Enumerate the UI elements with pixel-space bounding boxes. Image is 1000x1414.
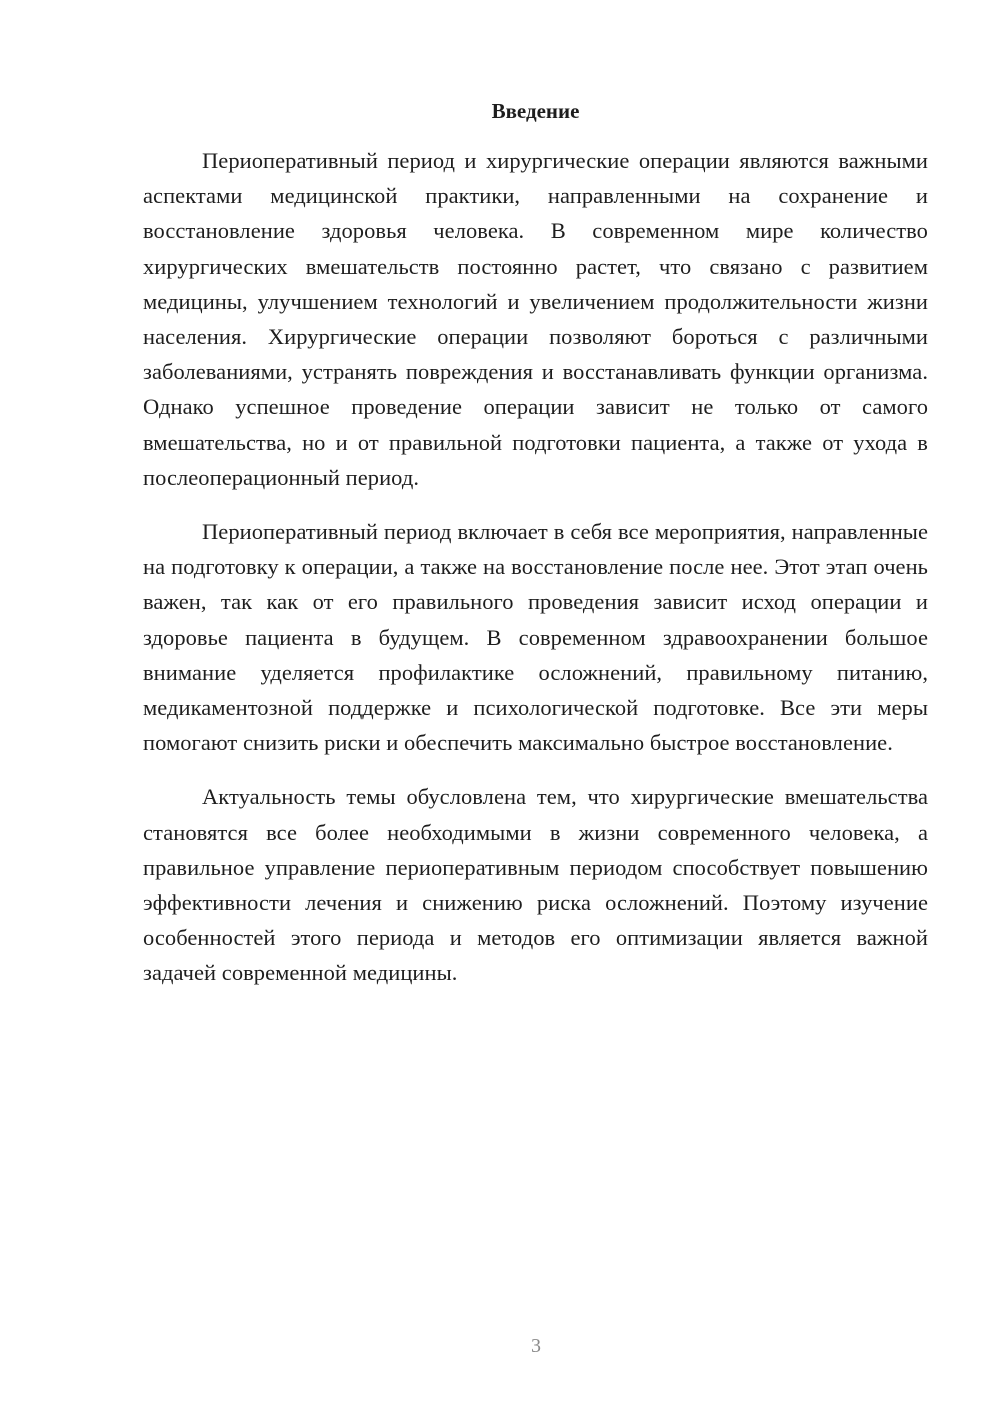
paragraph: Периоперативный период включает в себя все мероприятия, направленные на подготовку к операции, а также на восстановление после нее. Этот этап очень важен, так как от его правильного проведения зависит исход операции и здоровье пациента в будущем. В современном здравоохранении большое внимание уделяется профилактике осложнений, правильному питанию, медикаментозной поддержке и психологической подготовке. Все эти меры помогают снизить риски и обеспечить максимально быстрое восстановление. bbox=[143, 519, 928, 756]
paragraph: Актуальность темы обусловлена тем, что хирургические вмешательства становятся все более необходимыми в жизни современного человека, а правильное управление периоперативным периодом способствует повышению эффективности лечения и снижению риска осложнений. Поэтому изучение особенностей этого периода и методов его оптимизации является важной задачей современной медицины. bbox=[143, 784, 928, 986]
paragraph: Периоперативный период и хирургические операции являются важными аспектами медицинской практики, направленными на сохранение и восстановление здоровья человека. В современном мире количество хирургических вмешательств постоянно растет, что связано с развитием медицины, улучшением технологий и увеличением продолжительности жизни населения. Хирургические операции позволяют бороться с различными заболеваниями, устранять повреждения и восстанавливать функции организма. Однако успешное проведение операции зависит не только от самого вмешательства, но и от правильной подготовки пациента, а также от ухода в послеоперационный период. bbox=[143, 148, 928, 490]
body-text bbox=[143, 143, 928, 1010]
section-title: Введение bbox=[491, 99, 580, 123]
page-number: 3 bbox=[531, 1335, 541, 1357]
